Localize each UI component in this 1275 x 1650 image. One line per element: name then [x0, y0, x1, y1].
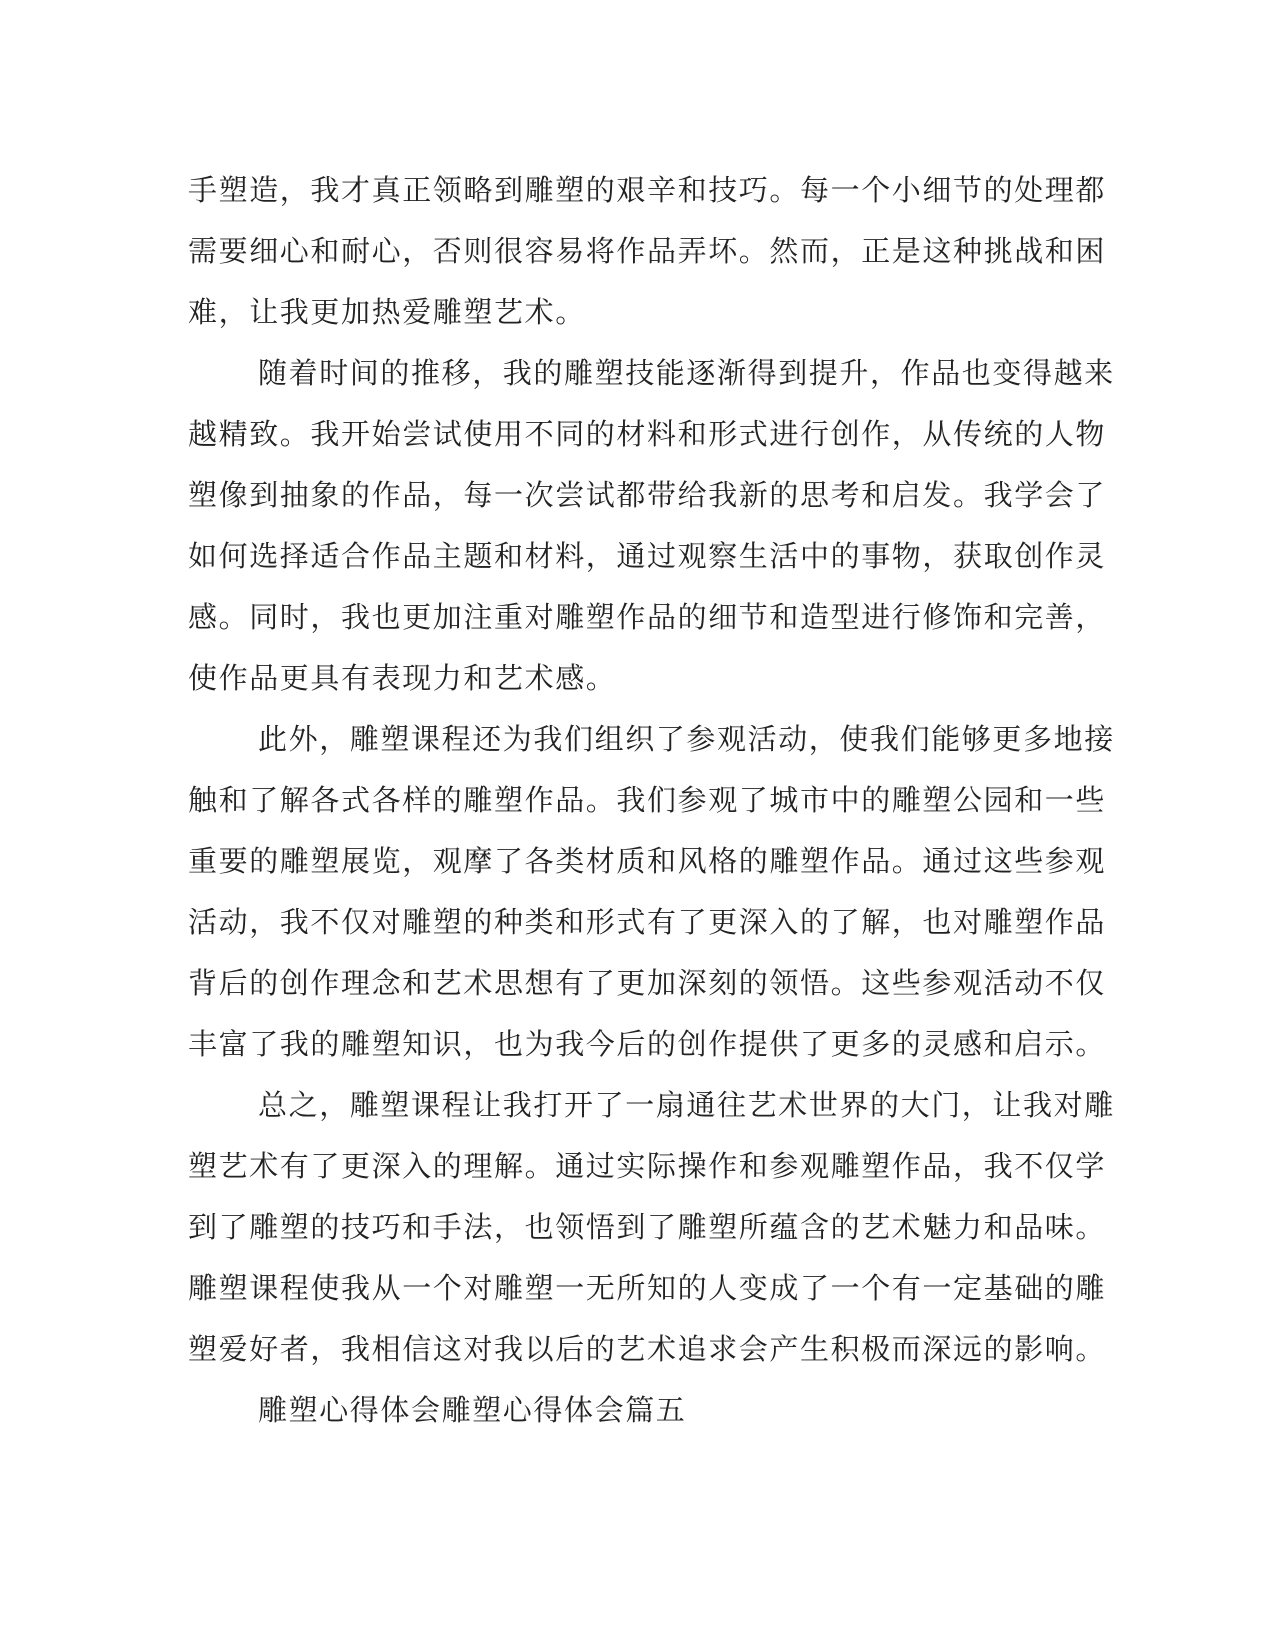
paragraph [188, 343, 1115, 709]
text-line: 使作品更具有表现力和艺术感。 [188, 661, 617, 695]
text-line: 塑艺术有了更深入的理解。通过实际操作和参观雕塑作品，我不仅学 [188, 1149, 1107, 1183]
section-heading [188, 1380, 1088, 1441]
text-line: 越精致。我开始尝试使用不同的材料和形式进行创作，从传统的人物 [188, 417, 1107, 451]
text-line: 塑像到抽象的作品，每一次尝试都带给我新的思考和启发。我学会了 [188, 478, 1107, 512]
text-line: 需要细心和耐心，否则很容易将作品弄坏。然而，正是这种挑战和困 [188, 234, 1107, 268]
paragraph [188, 709, 1115, 1075]
text-line: 此外，雕塑课程还为我们组织了参观活动，使我们能够更多地接 [258, 722, 1115, 756]
text-line: 如何选择适合作品主题和材料，通过观察生活中的事物，获取创作灵 [188, 539, 1107, 573]
text-line: 感。同时，我也更加注重对雕塑作品的细节和造型进行修饰和完善， [188, 600, 1107, 634]
text-line: 背后的创作理念和艺术思想有了更加深刻的领悟。这些参观活动不仅 [188, 966, 1107, 1000]
heading-line: 雕塑心得体会雕塑心得体会篇五 [258, 1393, 687, 1427]
paragraph [188, 160, 1107, 343]
text-line: 触和了解各式各样的雕塑作品。我们参观了城市中的雕塑公园和一些 [188, 783, 1107, 817]
text-line: 手塑造，我才真正领略到雕塑的艰辛和技巧。每一个小细节的处理都 [188, 173, 1107, 207]
text-line: 活动，我不仅对雕塑的种类和形式有了更深入的了解，也对雕塑作品 [188, 905, 1107, 939]
text-line: 随着时间的推移，我的雕塑技能逐渐得到提升，作品也变得越来 [258, 356, 1115, 390]
text-line: 难，让我更加热爱雕塑艺术。 [188, 295, 586, 329]
document-body [188, 160, 1115, 1441]
paragraph [188, 1075, 1115, 1380]
text-line: 塑爱好者，我相信这对我以后的艺术追求会产生积极而深远的影响。 [188, 1332, 1107, 1366]
text-line: 丰富了我的雕塑知识，也为我今后的创作提供了更多的灵感和启示。 [188, 1027, 1107, 1061]
text-line: 总之，雕塑课程让我打开了一扇通往艺术世界的大门，让我对雕 [258, 1088, 1115, 1122]
text-line: 雕塑课程使我从一个对雕塑一无所知的人变成了一个有一定基础的雕 [188, 1271, 1107, 1305]
text-line: 到了雕塑的技巧和手法，也领悟到了雕塑所蕴含的艺术魅力和品味。 [188, 1210, 1107, 1244]
text-line: 重要的雕塑展览，观摩了各类材质和风格的雕塑作品。通过这些参观 [188, 844, 1107, 878]
